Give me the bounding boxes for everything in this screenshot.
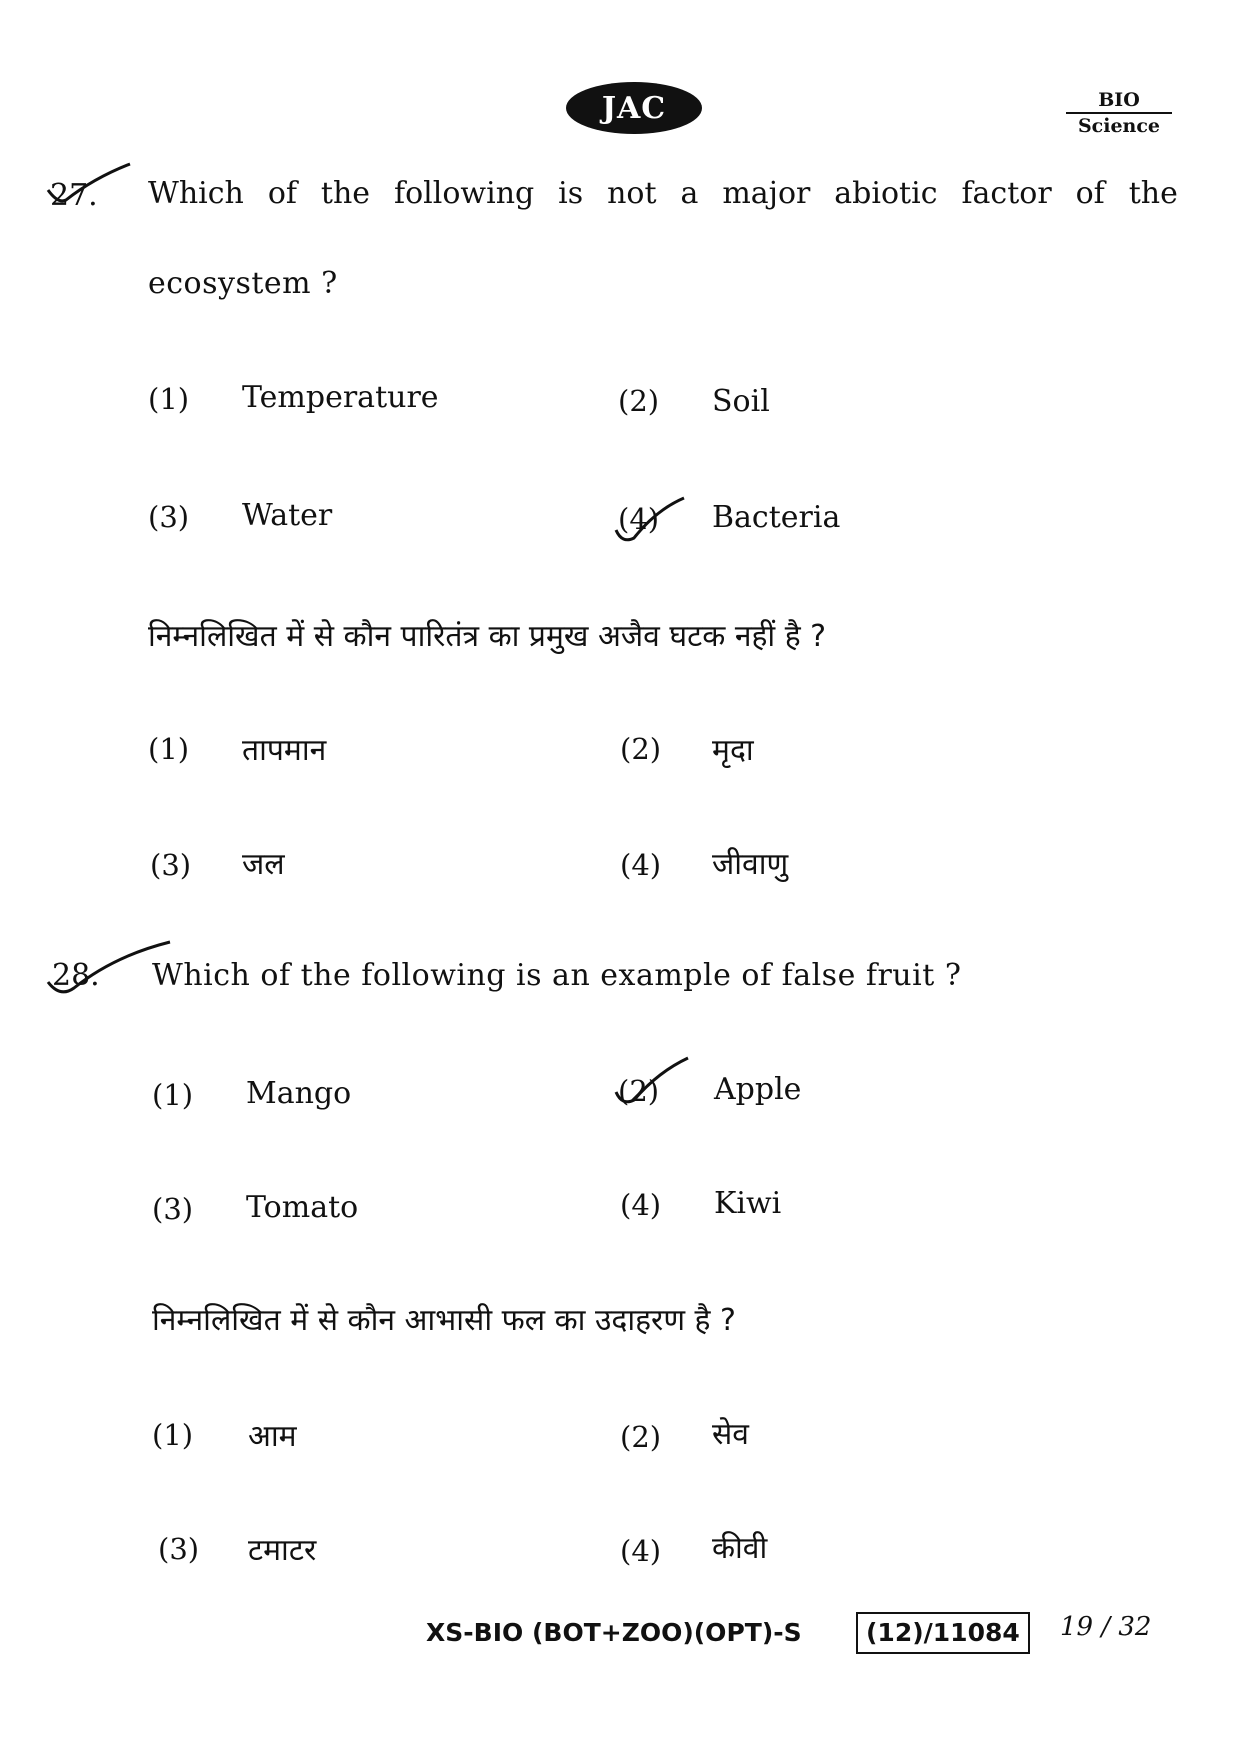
question-27-line1 <box>148 176 1178 211</box>
q28-hindi-option3-text: टमाटर <box>248 1533 317 1568</box>
q28-hindi-option2-number: (2) <box>620 1420 662 1454</box>
q28-hindi-option3-number: (3) <box>158 1532 200 1566</box>
question-27-word: major <box>722 176 811 211</box>
question-27-word: is <box>558 176 584 211</box>
question-27-word: Which <box>148 176 244 211</box>
q27-option2-text: Soil <box>712 384 770 419</box>
q27-hindi-option2-text: मृदा <box>712 733 754 768</box>
q28-option1-text: Mango <box>246 1076 352 1111</box>
q27-hindi-option4-text: जीवाणु <box>712 847 789 882</box>
subject-label <box>1066 88 1172 138</box>
question-27-word: of <box>267 176 297 211</box>
question-27-word: not <box>607 176 657 211</box>
q27-hindi-text: निम्नलिखित में से कौन पारितंत्र का प्रमुख अजैव घटक नहीं है ? <box>148 619 827 654</box>
q27-option1-text: Temperature <box>242 380 439 415</box>
q27-option2-number: (2) <box>618 384 660 418</box>
q27-option3-text: Water <box>242 498 333 533</box>
footer-page-number: 19 / 32 <box>1060 1612 1152 1642</box>
q28-option3-number: (3) <box>152 1192 194 1226</box>
q27-hindi-option4-number: (4) <box>620 848 662 882</box>
question-28-text: Which of the following is an example of false fruit ? <box>152 958 962 993</box>
subject-top: BIO <box>1066 88 1172 114</box>
q28-hindi-option4-number: (4) <box>620 1534 662 1568</box>
question-27-word: abiotic <box>834 176 938 211</box>
q28-option4-text: Kiwi <box>714 1186 782 1221</box>
q28-option4-number: (4) <box>620 1188 662 1222</box>
q27-option1-number: (1) <box>148 382 190 416</box>
question-28-number: 28. <box>52 958 100 993</box>
footer-code-box: (12)/11084 <box>856 1612 1030 1654</box>
q28-hindi-option1-text: आम <box>248 1419 297 1454</box>
q28-hindi-option2-text: सेव <box>712 1417 749 1452</box>
q27-hindi-option1-text: तापमान <box>242 733 327 768</box>
q28-option2-number: (2) <box>618 1074 660 1108</box>
q27-hindi-option1-number: (1) <box>148 732 190 766</box>
question-27-word: the <box>1128 176 1178 211</box>
logo-text: JAC <box>601 90 667 126</box>
q28-hindi-text: निम्नलिखित में से कौन आभासी फल का उदाहरण है ? <box>152 1303 736 1338</box>
check-mark-icon <box>612 494 688 546</box>
q27-hindi-option2-number: (2) <box>620 732 662 766</box>
q27-hindi-option3-number: (3) <box>150 848 192 882</box>
q28-option3-text: Tomato <box>246 1190 359 1225</box>
question-27-word: factor <box>961 176 1052 211</box>
question-27-word: following <box>394 176 535 211</box>
q27-hindi-option3-text: जल <box>242 847 285 882</box>
q28-option1-number: (1) <box>152 1078 194 1112</box>
jac-logo <box>566 82 702 134</box>
question-27-line2: ecosystem ? <box>148 266 338 301</box>
question-27-word: a <box>680 176 699 211</box>
question-27-number: 27. <box>50 178 98 213</box>
q27-option4-number: (4) <box>618 502 660 536</box>
q28-hindi-option1-number: (1) <box>152 1418 194 1452</box>
question-27-word: the <box>320 176 371 211</box>
q28-option2-text: Apple <box>714 1072 802 1107</box>
subject-bottom: Science <box>1077 115 1161 137</box>
question-27-word: of <box>1075 176 1105 211</box>
q27-option3-number: (3) <box>148 500 190 534</box>
q28-hindi-option4-text: कीवी <box>712 1531 768 1566</box>
footer-paper-code: XS-BIO (BOT+ZOO)(OPT)-S <box>426 1618 802 1647</box>
check-mark-icon <box>612 1054 692 1110</box>
check-mark-icon <box>44 160 134 208</box>
q27-option4-text: Bacteria <box>712 500 841 535</box>
